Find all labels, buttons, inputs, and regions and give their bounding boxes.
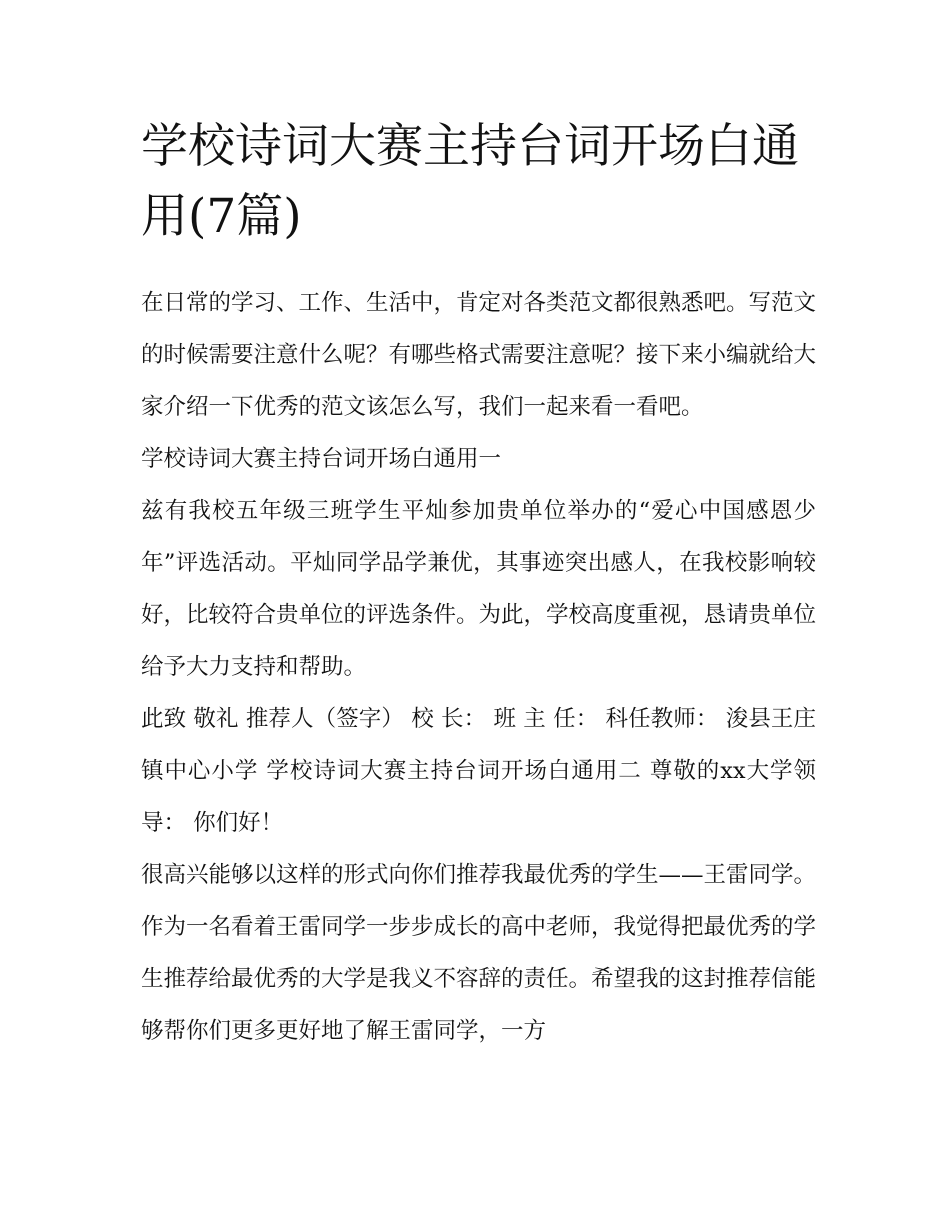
body-paragraph: 此致 敬礼 推荐人（签字） 校 长： 班 主 任： 科任教师： 浚县王庄镇中心小学 学校诗词大赛主持台词开场白通用二 尊敬的xx大学领导： 你们好！	[141, 706, 816, 836]
body-paragraph: 很高兴能够以这样的形式向你们推荐我最优秀的学生——王雷同学。作为一名看着王雷同学一步步成长的高中老师，我觉得把最优秀的学生推荐给最优秀的大学是我义不容辞的责任。希望我的这封推荐信能够帮你们更多更好地了解王雷同学，一方	[141, 862, 817, 1044]
document-title: 学校诗词大赛主持台词开场白通用(7篇)	[141, 119, 799, 244]
intro-paragraph: 在日常的学习、工作、生活中，肯定对各类范文都很熟悉吧。写范文的时候需要注意什么呢？有哪些格式需要注意呢？接下来小编就给大家介绍一下优秀的范文该怎么写，我们一起来看一看吧。	[141, 290, 817, 420]
document-content	[141, 112, 816, 1057]
section-heading-1: 学校诗词大赛主持台词开场白通用一	[141, 446, 502, 472]
body-paragraph: 兹有我校五年级三班学生平灿参加贵单位举办的“爱心中国感恩少年”评选活动。平灿同学品学兼优，其事迹突出感人，在我校影响较好，比较符合贵单位的评选条件。为此，学校高度重视，恳请贵单位给予大力支持和帮助。	[141, 498, 817, 680]
document-body	[141, 277, 816, 1057]
